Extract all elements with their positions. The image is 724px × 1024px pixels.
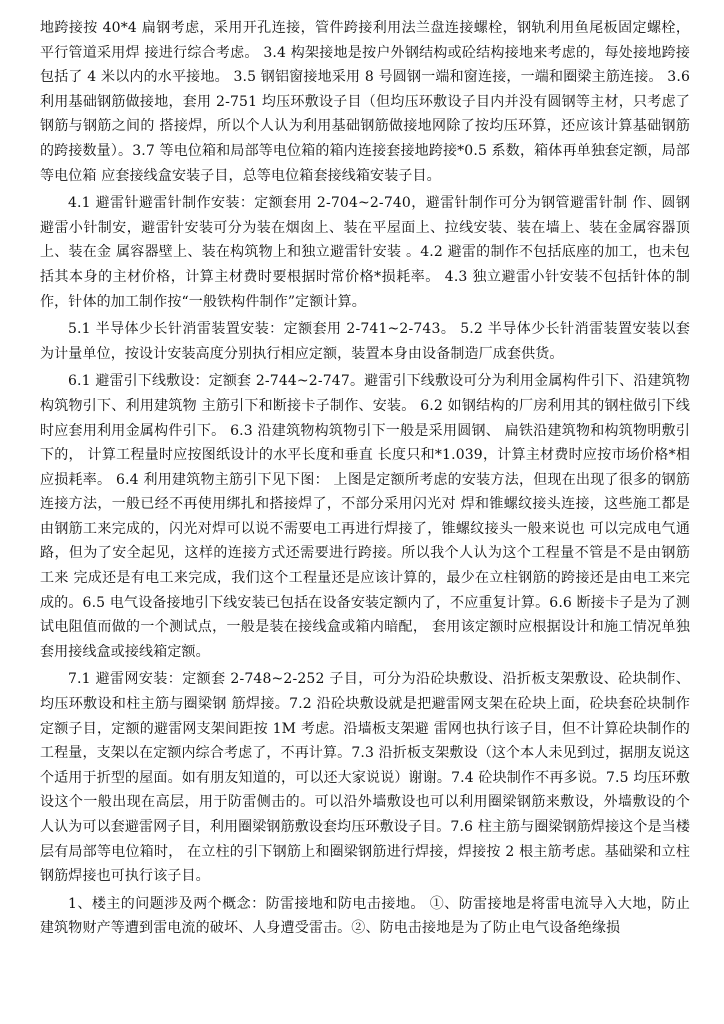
paragraph-semiconductor-device: 5.1 半导体少长针消雷装置安装：定额套用 2-741~2-743。 5.2 半导体少长针消雷装置安装以套为计量单位，按设计安装高度分别执行相应定额，装置本身由设备制造厂成套供货。 [40,321,690,362]
paragraph-lightning-rod: 4.1 避雷针避雷针制作安装：定额套用 2-704~2-740，避雷针制作可分为钢管避雷针制 作、圆钢避雷小针制安，避雷针安装可分为装在烟囱上、装在平屋面上、拉线安装、装在墙上、装在金属容器顶上、装在金 属容器壁上、装在构筑物上和独立避雷针安装 。4.2 避雷的制作不包括底座的加工，也未包括其本身的主材价格，计算主材费时要根据时常价格*损耗率。 4.3 独立避雷小针安装不包括针体的制作，针体的加工制作按“一般铁构件制作”定额计算。 [40,195,690,310]
paragraph-lightning-net: 7.1 避雷网安装：定额套 2-748~2-252 子目，可分为沿砼块敷设、沿折板支架敷设、砼块制作、均压环敷设和柱主筋与圈梁钢 筋焊接。7.2 沿砼块敷设就是把避雷网支架在砼块上面，砼块套砼块制作定额子目，定额的避雷网支架间距按 1M 考虑。沿墙板支架避 雷网也执行该子目，但不计算砼块制作的工程量，支架以在定额内综合考虑了，不再计算。7.3 沿折板支架敷设（这个本人未见到过，据朋友说这个适用于折型的屋面。如有朋友知道的，可以还大家说说）谢谢。7.4 砼块制作不再多说。7.5 均压环敷设这个一般出现在高层，用于防雷侧击的。可以沿外墙敷设也可以利用圈梁钢筋来敷设，外墙敷设的个人认为可以套避雷网子目，利用圈梁钢筋敷设套均压环敷设子目。7.6 柱主筋与圈梁钢筋焊接这个是当楼层有局部等电位箱时， 在立柱的引下钢筋上和圈梁钢筋进行焊接，焊接按 2 根主筋考虑。基础梁和立柱钢筋焊接也可执行该子目。 [40,671,690,885]
paragraph-down-conductor: 6.1 避雷引下线敷设：定额套 2-744~2-747。避雷引下线敷设可分为利用金属构件引下、沿建筑物构筑物引下、利用建筑物 主筋引下和断接卡子制作、安装。 6.2 如钢结构的厂房利用其的钢柱做引下线时应套用利用金属构件引下。 6.3 沿建筑物构筑物引下一般是采用圆钢、 扁铁沿建筑物和构筑物明敷引下的， 计算工程量时应按图纸设计的水平长度和垂直 长度只和*1.039，计算主材费时应按市场价格*相应损耗率。 6.4 利用建筑物主筋引下见下图： 上图是定额所考虑的安装方法，但现在出现了很多的钢筋连接方法，一般已经不再使用绑扎和搭接焊了，不部分采用闪光对 焊和锥螺纹接头连接，这些施工都是由钢筋工来完成的，闪光对焊可以说不需要电工再进行焊接了，锥螺纹接头一般来说也 可以完成电气通路，但为了安全起见，这样的连接方式还需要进行跨接。所以我个人认为这个工程量不管是不是由钢筋工来 完成还是有电工来完成，我们这个工程量还是应该计算的，最少在立柱钢筋的跨接还是由电工来完成的。6.5 电气设备接地引下线安装已包括在设备安装定额内了，不应重复计算。6.6 断接卡子是为了测试电阻值而做的一个测试点，一般是装在接线盒或箱内暗配， 套用该定额时应根据设计和施工情况单独 套用接线盒或接线箱定额。 [40,373,690,660]
paragraph-grounding-bonding: 地跨接按 40*4 扁钢考虑，采用开孔连接，管件跨接利用法兰盘连接螺栓，钢轨利用鱼尾板固定螺栓，平行管道采用焊 接进行综合考虑。 3.4 构架接地是按户外钢结构或砼结构接地来考虑的，每处接地跨接包括了 4 米以内的水平接地。 3.5 钢铝窗接地采用 8 号圆钢一端和窗连接，一端和圈梁主筋连接。 3.6 利用基础钢筋做接地，套用 2-751 均压环敷设子目（但均压环敷设子目内并没有圆钢等主材，只考虑了钢筋与钢筋之间的 搭接焊，所以个人认为利用基础钢筋做接地网除了按均压环算，还应该计算基础钢筋的跨接数量）。3.7 等电位箱和局部等电位箱的箱内连接套接地跨接*0.5 系数，箱体再单独套定额，局部等电位箱 应套接线盒安装子目，总等电位箱套接线箱安装子目。 [40,20,690,184]
paragraph-grounding-concepts: 1、楼主的问题涉及两个概念：防雷接地和防电击接地。 ①、防雷接地是将雷电流导入大地，防止建筑物财产等遭到雷电流的破坏、人身遭受雷击。②、防电击接地是为了防止电气设备绝缘损 [40,895,690,937]
